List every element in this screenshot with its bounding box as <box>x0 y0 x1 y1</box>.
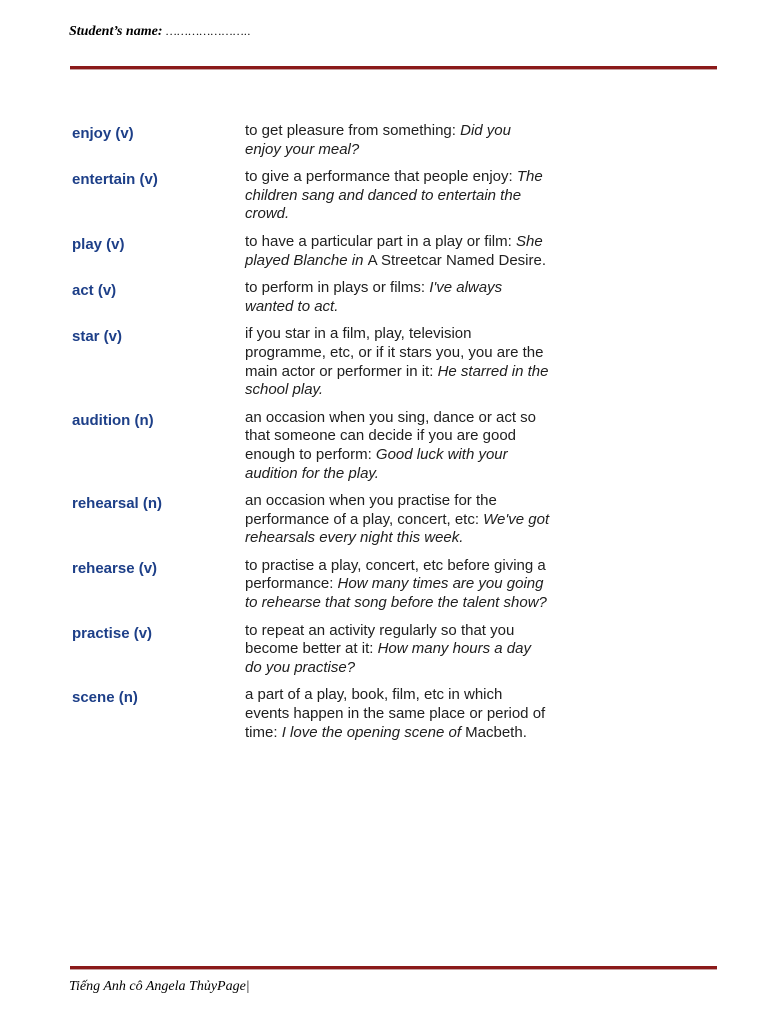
example-sentence: How many hours a day do you practise? <box>245 640 531 676</box>
vocab-term: rehearse (v) <box>72 559 158 577</box>
example-sentence: I've always wanted to act. <box>245 279 503 315</box>
vocab-term: star (v) <box>72 328 123 346</box>
vocab-term: enjoy (v) <box>72 125 134 142</box>
example-sentence: We've got rehearsals every night this week. <box>245 510 550 547</box>
student-name-line <box>69 24 251 40</box>
vocab-entry <box>72 409 550 483</box>
definition-text: to perform in plays or films: <box>245 279 430 297</box>
vocab-term: act (v) <box>72 282 117 300</box>
vocab-definition <box>245 122 550 159</box>
vocab-definition <box>245 233 550 270</box>
vocab-entry <box>72 686 550 742</box>
vocab-entry <box>72 233 550 270</box>
definition-text: A Streetcar Named Desire. <box>367 251 546 269</box>
footer-text: Tiếng Anh cô Angela ThủyPage| <box>69 979 250 994</box>
vocab-definition <box>245 557 550 613</box>
definition-text: to give a performance that people enjoy: <box>245 168 517 186</box>
example-sentence: Good luck with your audition for the play. <box>245 445 508 482</box>
vocab-term: practise (v) <box>72 624 153 642</box>
student-name-blank: ………………….. <box>165 24 252 38</box>
vocab-entry <box>72 168 550 224</box>
example-sentence: How many times are you going to rehearse that song before the talent show? <box>245 575 547 612</box>
student-name-label: Student’s name: <box>69 24 163 39</box>
definition-text: if you star in a film, play, television programme, etc, or if it stars you, you are the main actor or performer in it: <box>245 325 544 380</box>
example-sentence: She played Blanche in <box>245 232 543 269</box>
footer-divider <box>70 966 717 969</box>
example-sentence: Did you enjoy your meal? <box>245 122 511 158</box>
example-sentence: The children sang and danced to entertain the crowd. <box>245 168 543 223</box>
vocab-definition <box>245 279 550 316</box>
definition-text: to get pleasure from something: <box>245 122 461 139</box>
vocab-definition <box>245 492 550 548</box>
vocab-entry <box>72 622 550 678</box>
vocab-entry <box>72 492 550 548</box>
example-sentence: He starred in the school play. <box>245 362 549 399</box>
vocab-term: play (v) <box>72 235 125 253</box>
example-sentence: I love the opening scene of <box>281 723 466 741</box>
definition-text: to have a particular part in a play or film: <box>245 232 516 250</box>
vocab-entry <box>72 557 550 613</box>
vocab-definition <box>245 325 550 399</box>
vocab-term: audition (n) <box>72 411 154 429</box>
header-divider <box>70 66 717 69</box>
vocab-term: entertain (v) <box>72 171 158 189</box>
definition-text: an occasion when you practise for the performance of a play, concert, etc: <box>245 492 497 528</box>
definition-text: to repeat an activity regularly so that you become better at it: <box>245 621 515 658</box>
vocab-definition <box>245 686 550 742</box>
vocab-term: rehearsal (n) <box>72 495 163 513</box>
vocabulary-list <box>72 122 550 742</box>
definition-text: to practise a play, concert, etc before giving a performance: <box>245 556 546 593</box>
vocab-definition <box>245 409 550 483</box>
definition-text: an occasion when you sing, dance or act so that someone can decide if you are good enough to perform: <box>245 408 537 463</box>
vocab-definition <box>245 622 550 678</box>
vocab-entry <box>72 122 550 159</box>
vocab-definition <box>245 168 550 224</box>
definition-text: a part of a play, book, film, etc in which events happen in the same place or period of time: <box>245 686 546 741</box>
vocab-entry <box>72 325 550 399</box>
vocab-term: scene (n) <box>72 689 138 707</box>
definition-text: Macbeth. <box>465 723 527 741</box>
vocab-entry <box>72 279 550 316</box>
